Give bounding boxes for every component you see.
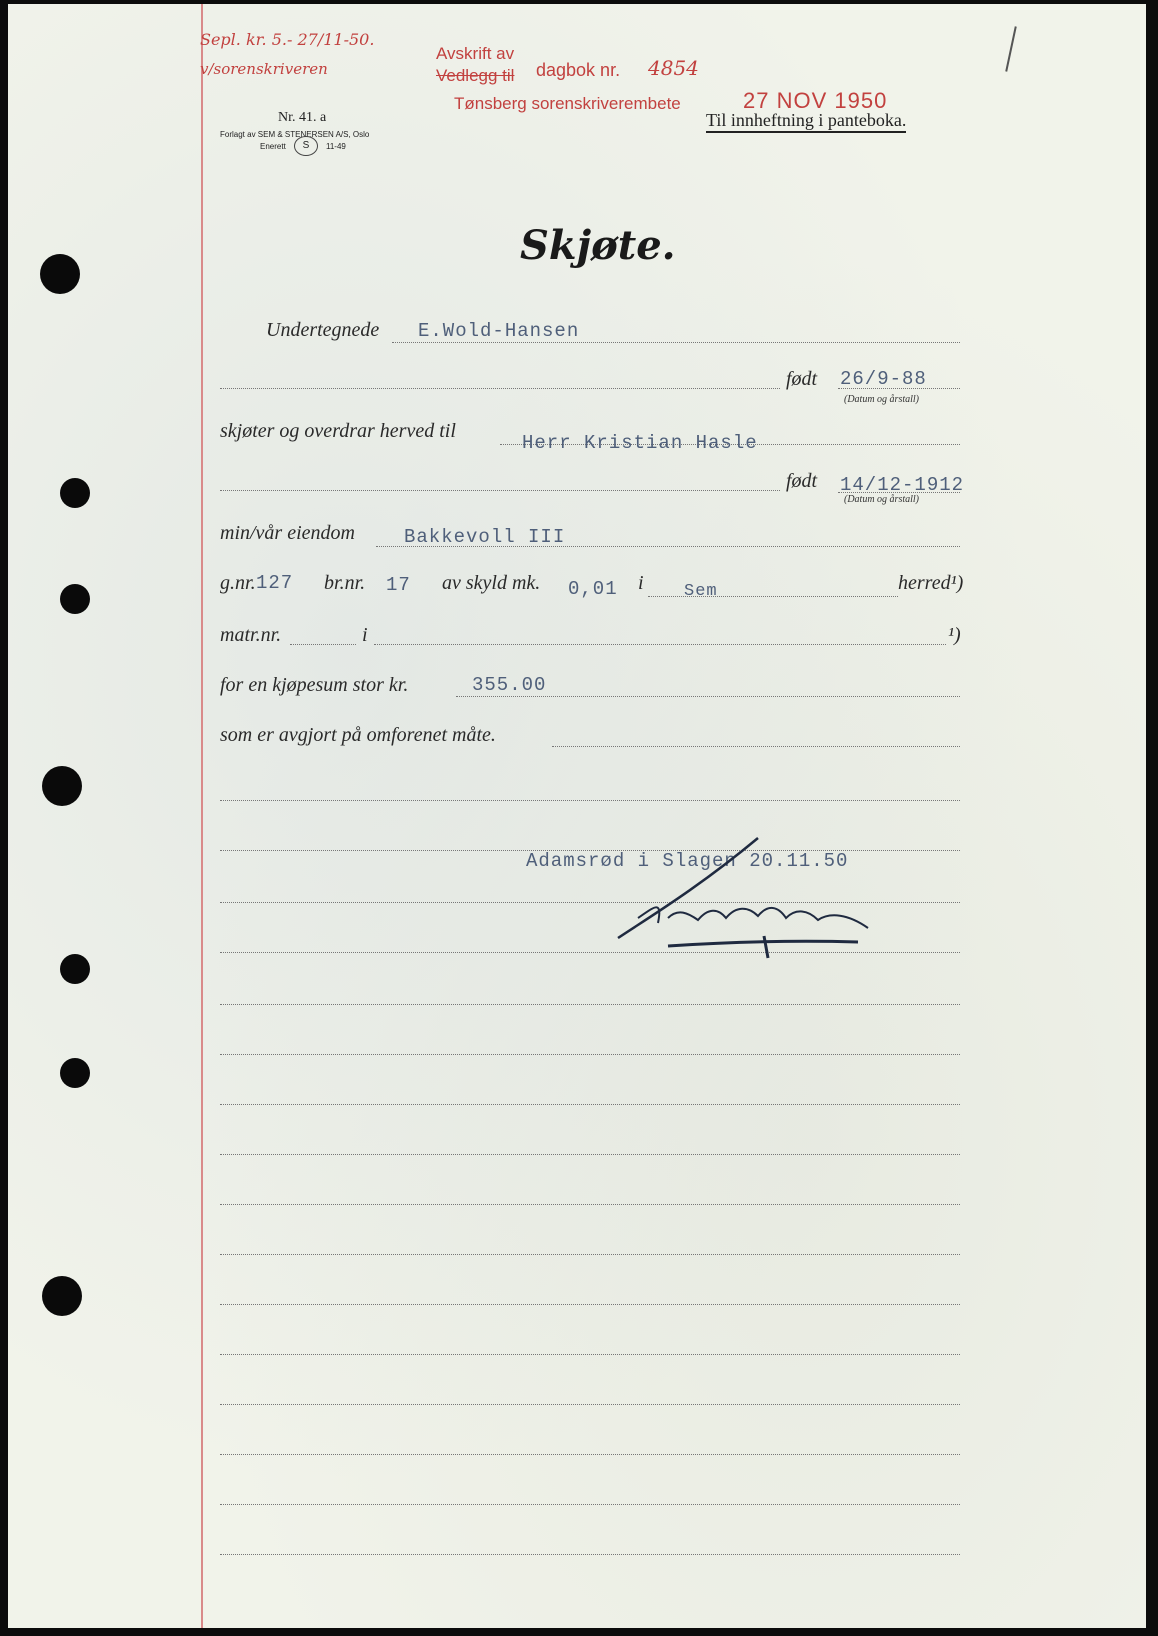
datum-hint: (Datum og årstall): [844, 394, 919, 405]
avgjort-text: som er avgjort på omforenet måte.: [220, 724, 496, 746]
skjoter-label: skjøter og overdrar herved til: [220, 420, 456, 442]
pen-mark: [1005, 26, 1017, 71]
form-number: Nr. 41. a: [278, 110, 327, 125]
place-date: Adamsrød i Slagen 20.11.50: [526, 850, 849, 872]
buyer-name: Herr Kristian Hasle: [522, 432, 758, 454]
stamp-dagbok-label: dagbok nr.: [536, 60, 621, 80]
matr-label: matr.nr.: [220, 624, 282, 646]
stamp-office: Tønsberg sorenskriverembete: [454, 94, 681, 113]
kjopesum-value: 355.00: [472, 674, 547, 696]
fee-annotation-signer: v/sorenskriveren: [200, 60, 328, 78]
undertegnede-value: E.Wold-Hansen: [418, 320, 580, 342]
dotted-line: [220, 1254, 960, 1255]
matr-i: i: [362, 624, 368, 646]
punch-hole: [60, 478, 90, 508]
punch-hole: [42, 1276, 82, 1316]
dotted-line: [392, 342, 960, 343]
dotted-line: [220, 490, 780, 491]
dotted-line: [220, 1554, 960, 1555]
herred-label: herred¹): [898, 572, 964, 594]
publisher-date: 11-49: [326, 142, 346, 151]
undertegnede-label: Undertegnede: [266, 319, 380, 341]
dotted-line: [838, 388, 960, 389]
dotted-line: [220, 1354, 960, 1355]
punch-hole: [60, 1058, 90, 1088]
dotted-line: [838, 492, 960, 493]
dotted-line: [220, 1404, 960, 1405]
dotted-line: [374, 644, 946, 645]
publisher-logo: S: [294, 136, 318, 156]
punch-hole: [60, 584, 90, 614]
stamp-date: 27 NOV 1950: [743, 88, 888, 113]
datum-hint: (Datum og årstall): [844, 494, 919, 505]
punch-hole: [60, 954, 90, 984]
dotted-line: [220, 1054, 960, 1055]
dotted-line: [220, 1504, 960, 1505]
dotted-line: [220, 1104, 960, 1105]
brnr-value: 17: [386, 574, 411, 596]
skyld-value: 0,01: [568, 578, 618, 600]
header-filing-note: Til innheftning i panteboka.: [706, 110, 906, 133]
fodt-label-buyer: født: [786, 470, 818, 492]
dotted-line: [552, 746, 960, 747]
eiendom-label: min/vår eiendom: [220, 522, 355, 544]
margin-line: [201, 4, 203, 1628]
brnr-label: br.nr.: [324, 572, 366, 594]
document-page: [8, 4, 1146, 1628]
dotted-line: [220, 1154, 960, 1155]
skyld-i: i: [638, 572, 644, 594]
dagbok-number: 4854: [648, 56, 699, 80]
punch-hole: [40, 254, 80, 294]
dotted-line: [290, 644, 356, 645]
herred-value: Sem: [684, 582, 718, 601]
dotted-line: [220, 1004, 960, 1005]
fodt-value-buyer: 14/12-1912: [840, 474, 965, 496]
dotted-line: [456, 696, 960, 697]
property-name: Bakkevoll III: [404, 526, 566, 548]
fee-annotation: Sepl. kr. 5.- 27/11-50.: [200, 30, 375, 49]
gnr-value: 127: [256, 572, 294, 594]
gnr-label: g.nr.: [220, 572, 256, 594]
dotted-line: [220, 388, 780, 389]
matr-note: ¹): [948, 624, 961, 646]
stamp-copy-of: Avskrift av: [436, 44, 515, 63]
dotted-line: [220, 1304, 960, 1305]
fodt-value-seller: 26/9-88: [840, 368, 927, 390]
dotted-line: [220, 1454, 960, 1455]
stamp-attachment: Vedlegg til: [436, 66, 515, 85]
signature: [608, 828, 898, 968]
dotted-line: [648, 596, 898, 597]
publisher-suffix: Enerett: [260, 142, 286, 151]
punch-hole: [42, 766, 82, 806]
skyld-label: av skyld mk.: [442, 572, 541, 594]
page-title: Skjøte.: [520, 222, 676, 269]
fodt-label-seller: født: [786, 368, 818, 390]
kjopesum-label: for en kjøpesum stor kr.: [220, 674, 409, 696]
publisher: Forlagt av SEM & STENERSEN A/S, Oslo: [220, 130, 370, 139]
dotted-line: [220, 800, 960, 801]
dotted-line: [220, 1204, 960, 1205]
